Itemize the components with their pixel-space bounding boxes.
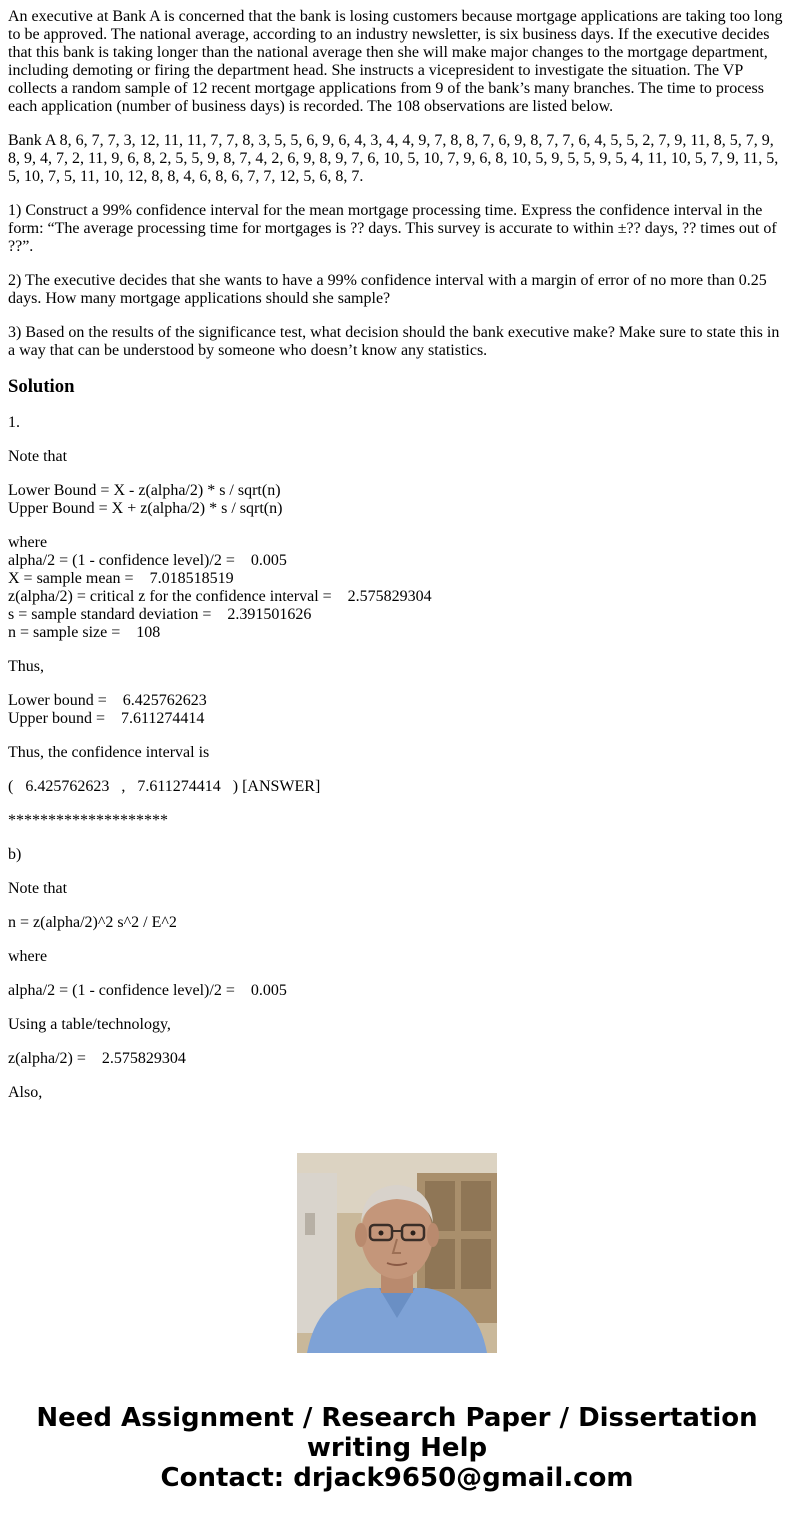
alpha-line: alpha/2 = (1 - confidence level)/2 = 0.005	[8, 552, 287, 569]
z-line-2: z(alpha/2) = 2.575829304	[8, 1050, 186, 1067]
sd-line: s = sample standard deviation = 2.391501626	[8, 606, 312, 623]
part1-label: 1.	[8, 414, 20, 431]
question-data: Bank A 8, 6, 7, 7, 3, 12, 11, 11, 7, 7, 8, 3, 5, 5, 6, 9, 6, 4, 3, 4, 4, 9, 7, 8, 8, 7, 6, 9, 8, 7, 7, 6, 4, 5, 5, 2, 7, 9, 11, 8, 5, 7, 9, 8, 9, 4, 7, 2, 11, 9, 6, 8, 2, 5, 5, 9, 8, 7, 4, 2, 6, 9, 8, 9, 7, 6, 10, 5, 10, 7, 9, 6, 8, 10, 5, 9, 5, 5, 9, 5, 4, 11, 10, 5, 7, 9, 11, 5, 5, 10, 7, 5, 11, 10, 12, 8, 8, 4, 6, 8, 6, 7, 7, 12, 5, 6, 8, 7.	[8, 132, 783, 185]
note-that: Note that	[8, 448, 68, 465]
question-3: 3) Based on the results of the significance test, what decision should the bank executive make? Make sure to state this in a way that can be understood by someone who doesn’t know any statistics.	[8, 324, 784, 359]
thus-label: Thus,	[8, 658, 44, 675]
z-line: z(alpha/2) = critical z for the confidence interval = 2.575829304	[8, 588, 432, 605]
upper-bound-result: Upper bound = 7.611274414	[8, 710, 205, 727]
ci-answer: ( 6.425762623 , 7.611274414 ) [ANSWER]	[8, 778, 321, 795]
promo-line-1: Need Assignment / Research Paper / Dissertation	[36, 1403, 758, 1433]
solution-heading: Solution	[8, 376, 75, 397]
question-2: 2) The executive decides that she wants to have a 99% confidence interval with a margin of error of no more than 0.25 days. How many mortgage applications should she sample?	[8, 272, 771, 307]
person-portrait-icon	[297, 1153, 497, 1353]
ci-intro: Thus, the confidence interval is	[8, 744, 210, 761]
promo-line-2: writing Help	[306, 1433, 488, 1463]
lower-bound-result: Lower bound = 6.425762623	[8, 692, 207, 709]
n-line: n = sample size = 108	[8, 624, 161, 641]
note-that-2: Note that	[8, 880, 68, 897]
where-label: where	[8, 534, 48, 551]
upper-bound-formula: Upper Bound = X + z(alpha/2) * s / sqrt(n)	[8, 500, 283, 517]
alpha-line-2: alpha/2 = (1 - confidence level)/2 = 0.005	[8, 982, 287, 999]
table-technology-line: Using a table/technology,	[8, 1016, 171, 1033]
bound-formulas	[8, 482, 786, 518]
where-label-2: where	[8, 948, 48, 965]
promo-banner	[0, 1123, 794, 1523]
question-intro: An executive at Bank A is concerned that the bank is losing customers because mortgage applications are taking too long to be approved. The national average, according to an industry newsletter, is six business days. If the executive decides that this bank is taking longer than the national average then she will make major changes to the mortgage department, including demoting or firing the department head. She instructs a vicepresident to investigate the situation. The VP collects a random sample of 12 recent mortgage applications from 9 of the bank’s many branches. The time to process each application (number of business days) is recorded. The 108 observations are listed below.	[8, 8, 787, 115]
promo-text	[0, 1403, 794, 1493]
where-block	[8, 534, 786, 642]
bounds-result	[8, 692, 786, 728]
mean-line: X = sample mean = 7.018518519	[8, 570, 234, 587]
part2-label: b)	[8, 846, 22, 863]
document-content	[8, 0, 786, 1123]
lower-bound-formula: Lower Bound = X - z(alpha/2) * s / sqrt(n)	[8, 482, 281, 499]
question-1: 1) Construct a 99% confidence interval for the mean mortgage processing time. Express the confidence interval in the form: “The average processing time for mortgages is ?? days. This survey is accurate to within ±?? days, ?? times out of ??”.	[8, 202, 781, 255]
separator: ********************	[8, 812, 168, 829]
promo-contact: Contact: drjack9650@gmail.com	[160, 1463, 634, 1493]
sample-size-formula: n = z(alpha/2)^2 s^2 / E^2	[8, 914, 177, 931]
also-label: Also,	[8, 1084, 43, 1101]
